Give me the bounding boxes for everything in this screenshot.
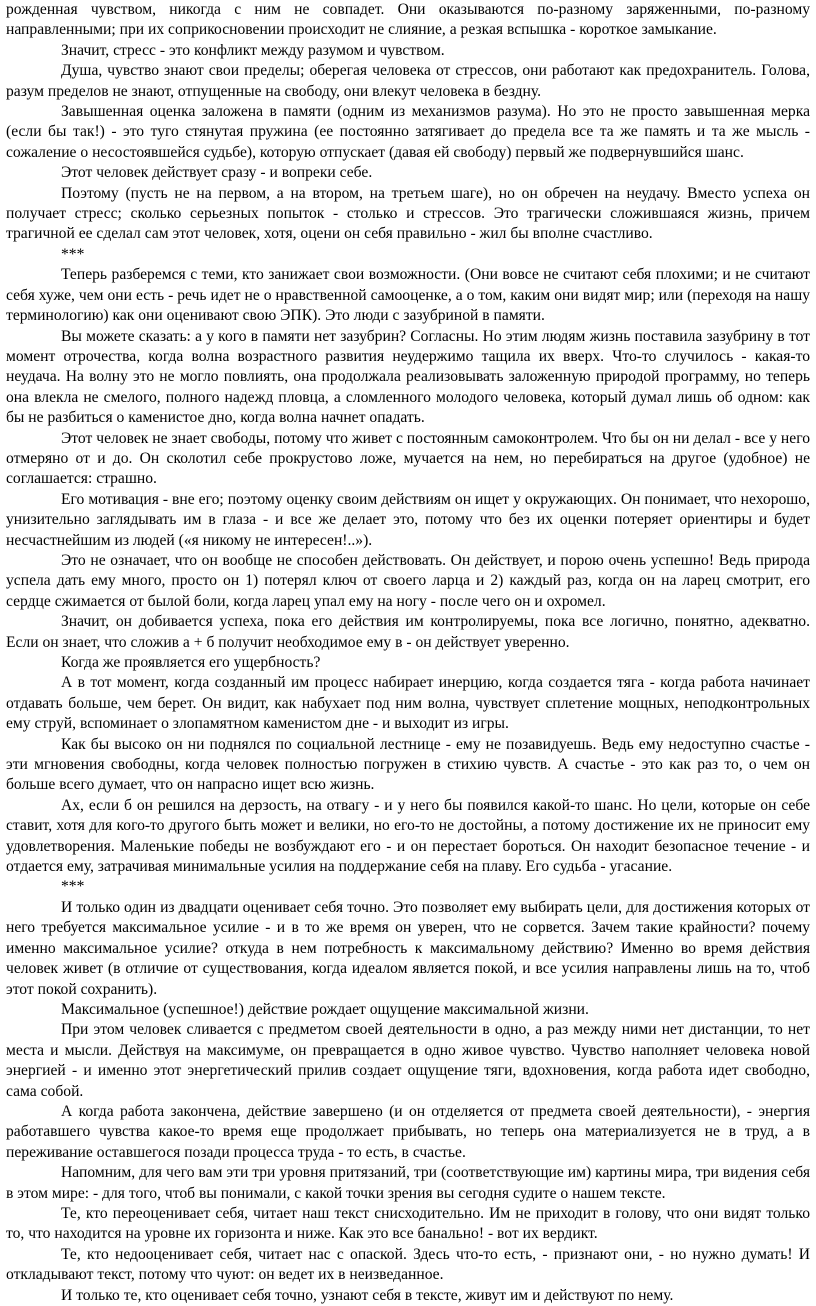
paragraph: Душа, чувство знают свои пределы; оберегая человека от стрессов, они работают как предохранитель. Голова, разум пределов не знают, отпущенные на свободу, они влекут человека в бездну. <box>6 62 810 100</box>
paragraph: И только один из двадцати оценивает себя точно. Это позволяет ему выбирать цели, для достижения которых от него требуется максимальное усилие - и в то же время он уверен, что не сорвется. Зачем такие крайности? почему именно максимальное усилие? откуда в нем потребность к максимальному действию? Именно во время действия человек живет (в отличие от существования, когда идеалом является покой, и все усилия направлены лишь на то, чтоб этот покой сохранить). <box>6 898 810 998</box>
paragraph: Те, кто недооценивает себя, читает нас с опаской. Здесь что-то есть, - признают они, - но нужно думать! И откладывают текст, потому что чуют: он ведет их в неизведанное. <box>6 1245 810 1284</box>
paragraph: Это не означает, что он вообще не способен действовать. Он действует, и порою очень успешно! Ведь природа успела дать ему много, просто он 1) потерял ключ от своего ларца и 2) каждый раз, когда он на ларец смотрит, его сердце сжимается от былой боли, когда ларец упал ему на ногу - после чего он и охромел. <box>6 551 810 610</box>
paragraph: рожденная чувством, никогда с ним не совпадет. Они оказываются по-разному заряженными, по-разному направленными; при их соприкосновении происходит не слияние, а резкая вспышка - короткое замыкание. <box>6 1 810 39</box>
paragraph: Ах, если б он решился на дерзость, на отвагу - и у него бы появился какой-то шанс. Но цели, которые он себе ставит, хотя для кого-то другого быть может и велики, но его-то не достойны, а потому достижение их не приносит ему удовлетворения. Маленькие победы не возбуждают его - и он перестает бороться. Он находит безопасное течение - и отдается ему, затрачивая минимальные усилия на поддержание себя на плаву. Его судьба - угасание. <box>6 796 810 876</box>
paragraph: Значит, он добивается успеха, пока его действия им контролируемы, пока все логично, понятно, адекватно. Если он знает, что сложив а + б получит необходимое ему в - он действует уверенно. <box>6 613 810 651</box>
paragraph: Этот человек действует сразу - и вопреки себе. <box>61 164 373 182</box>
paragraph: Когда же проявляется его ущербность? <box>61 654 321 671</box>
paragraph: И только те, кто оценивает себя точно, узнают себя в тексте, живут им и действуют по нему. <box>61 1286 674 1304</box>
paragraph: Поэтому (пусть не на первом, а на втором, на третьем шаге), но он обречен на неудачу. Вместо успеха он получает стресс; сколько серьезных попыток - столько и стрессов. Это трагически сложившаяся жизнь, причем трагичной ее сделал сам этот человек, хотя, оцени он себя правильно - жил бы вполне счастливо. <box>6 184 810 243</box>
paragraph: А когда работа закончена, действие завершено (и он отделяется от предмета своей деятельности), - энергия работавшего чувства какое-то время еще продолжает прибывать, но теперь она материализуется не в труд, а в переживание оставшегося позади процесса труда - то есть, в счастье. <box>6 1102 810 1161</box>
paragraph: Максимальное (успешное!) действие рождает ощущение максимальной жизни. <box>61 1000 589 1018</box>
paragraph: А в тот момент, когда созданный им процесс набирает инерцию, когда создается тяга - когда работа начинает отдавать больше, чем берет. Он видит, как набухает под ним волна, чувствует сплетение мощных, неподконтрольных ему струй, вспоминает о злопамятном каменистом дне - и выходит из игры. <box>6 674 810 733</box>
paragraph: Как бы высоко он ни поднялся по социальной лестнице - ему не позавидуешь. Ведь ему недоступно счастье - эти мгновения свободны, когда человек полностью погружен в стихию чувств. А счастье - это как раз то, о чем он больше всего думает, что он напрасно ищет всю жизнь. <box>6 735 810 794</box>
paragraph: Этот человек не знает свободы, потому что живет с постоянным самоконтролем. Что бы он ни делал - все у него отмеряно от и до. Он сколотил себе прокрустово ложе, мучается на нем, но перебираться на другое (удобное) не соглашается: страшно. <box>6 429 810 488</box>
paragraph: Напомним, для чего вам эти три уровня притязаний, три (соответствующие им) картины мира, три видения себя в этом мире: - для того, чтоб вы понимали, с какой точки зрения вы сегодня судите о нашем тексте. <box>6 1164 810 1202</box>
paragraph: Вы можете сказать: а у кого в памяти нет зазубрин? Согласны. Но этим людям жизнь поставила зазубрину в тот момент отрочества, когда волна возрастного развития неудержимо тащила их вверх. Что-то случилось - какая-то неудача. На волну это не могло повлиять, она продолжала реализовывать заложенную природой программу, но теперь она влекла не смелого, полного надежд пловца, а сломленного молодого человека, который думал лишь об одном: как бы не разбиться о каменистое дно, когда волна начнет опадать. <box>6 327 810 427</box>
paragraph: Значит, стресс - это конфликт между разумом и чувством. <box>61 41 445 59</box>
section-separator: *** <box>61 245 85 263</box>
paragraph: Те, кто переоценивает себя, читает наш текст снисходительно. Им не приходит в голову, что они видят только то, что находится на уровне их горизонта и ниже. Как это все банально! - вот их вердикт. <box>6 1204 810 1243</box>
paragraph: Завышенная оценка заложена в памяти (одним из механизмов разума). Но это не просто завышенная мерка (если бы так!) - это туго стянутая пружина (ее постоянно затягивает до предела все та же память и та же мысль - сожаление о несостоявшейся судьбе), которую отпускает (давая ей свободу) первый же подвернувшийся шанс. <box>6 103 810 161</box>
paragraph: При этом человек сливается с предметом своей деятельности в одно, а раз между ними нет дистанции, то нет места и мысли. Действуя на максимуме, он превращается в одно живое чувство. Чувство наполняет человека новой энергией - и именно этот энергетический прилив создает ощущение тяги, вдохновения, когда работа идет свободно, сама собой. <box>6 1021 810 1100</box>
section-separator: *** <box>61 878 85 896</box>
paragraph: Теперь разберемся с теми, кто занижает свои возможности. (Они вовсе не считают себя плохими; и не считают себя хуже, чем они есть - речь идет не о нравственной самооценке, а о том, каким они видят мир; или (переходя на нашу терминологию) как они оценивают свою ЭПК). Это люди с зазубриной в памяти. <box>6 266 810 325</box>
paragraph: Его мотивация - вне его; поэтому оценку своим действиям он ищет у окружающих. Он понимает, что нехорошо, унизительно заглядывать им в глаза - и все же делает это, потому что без их оценки потеряет ориентиры и будет несчастнейшим из людей («я никому не интересен!..»). <box>6 490 810 549</box>
